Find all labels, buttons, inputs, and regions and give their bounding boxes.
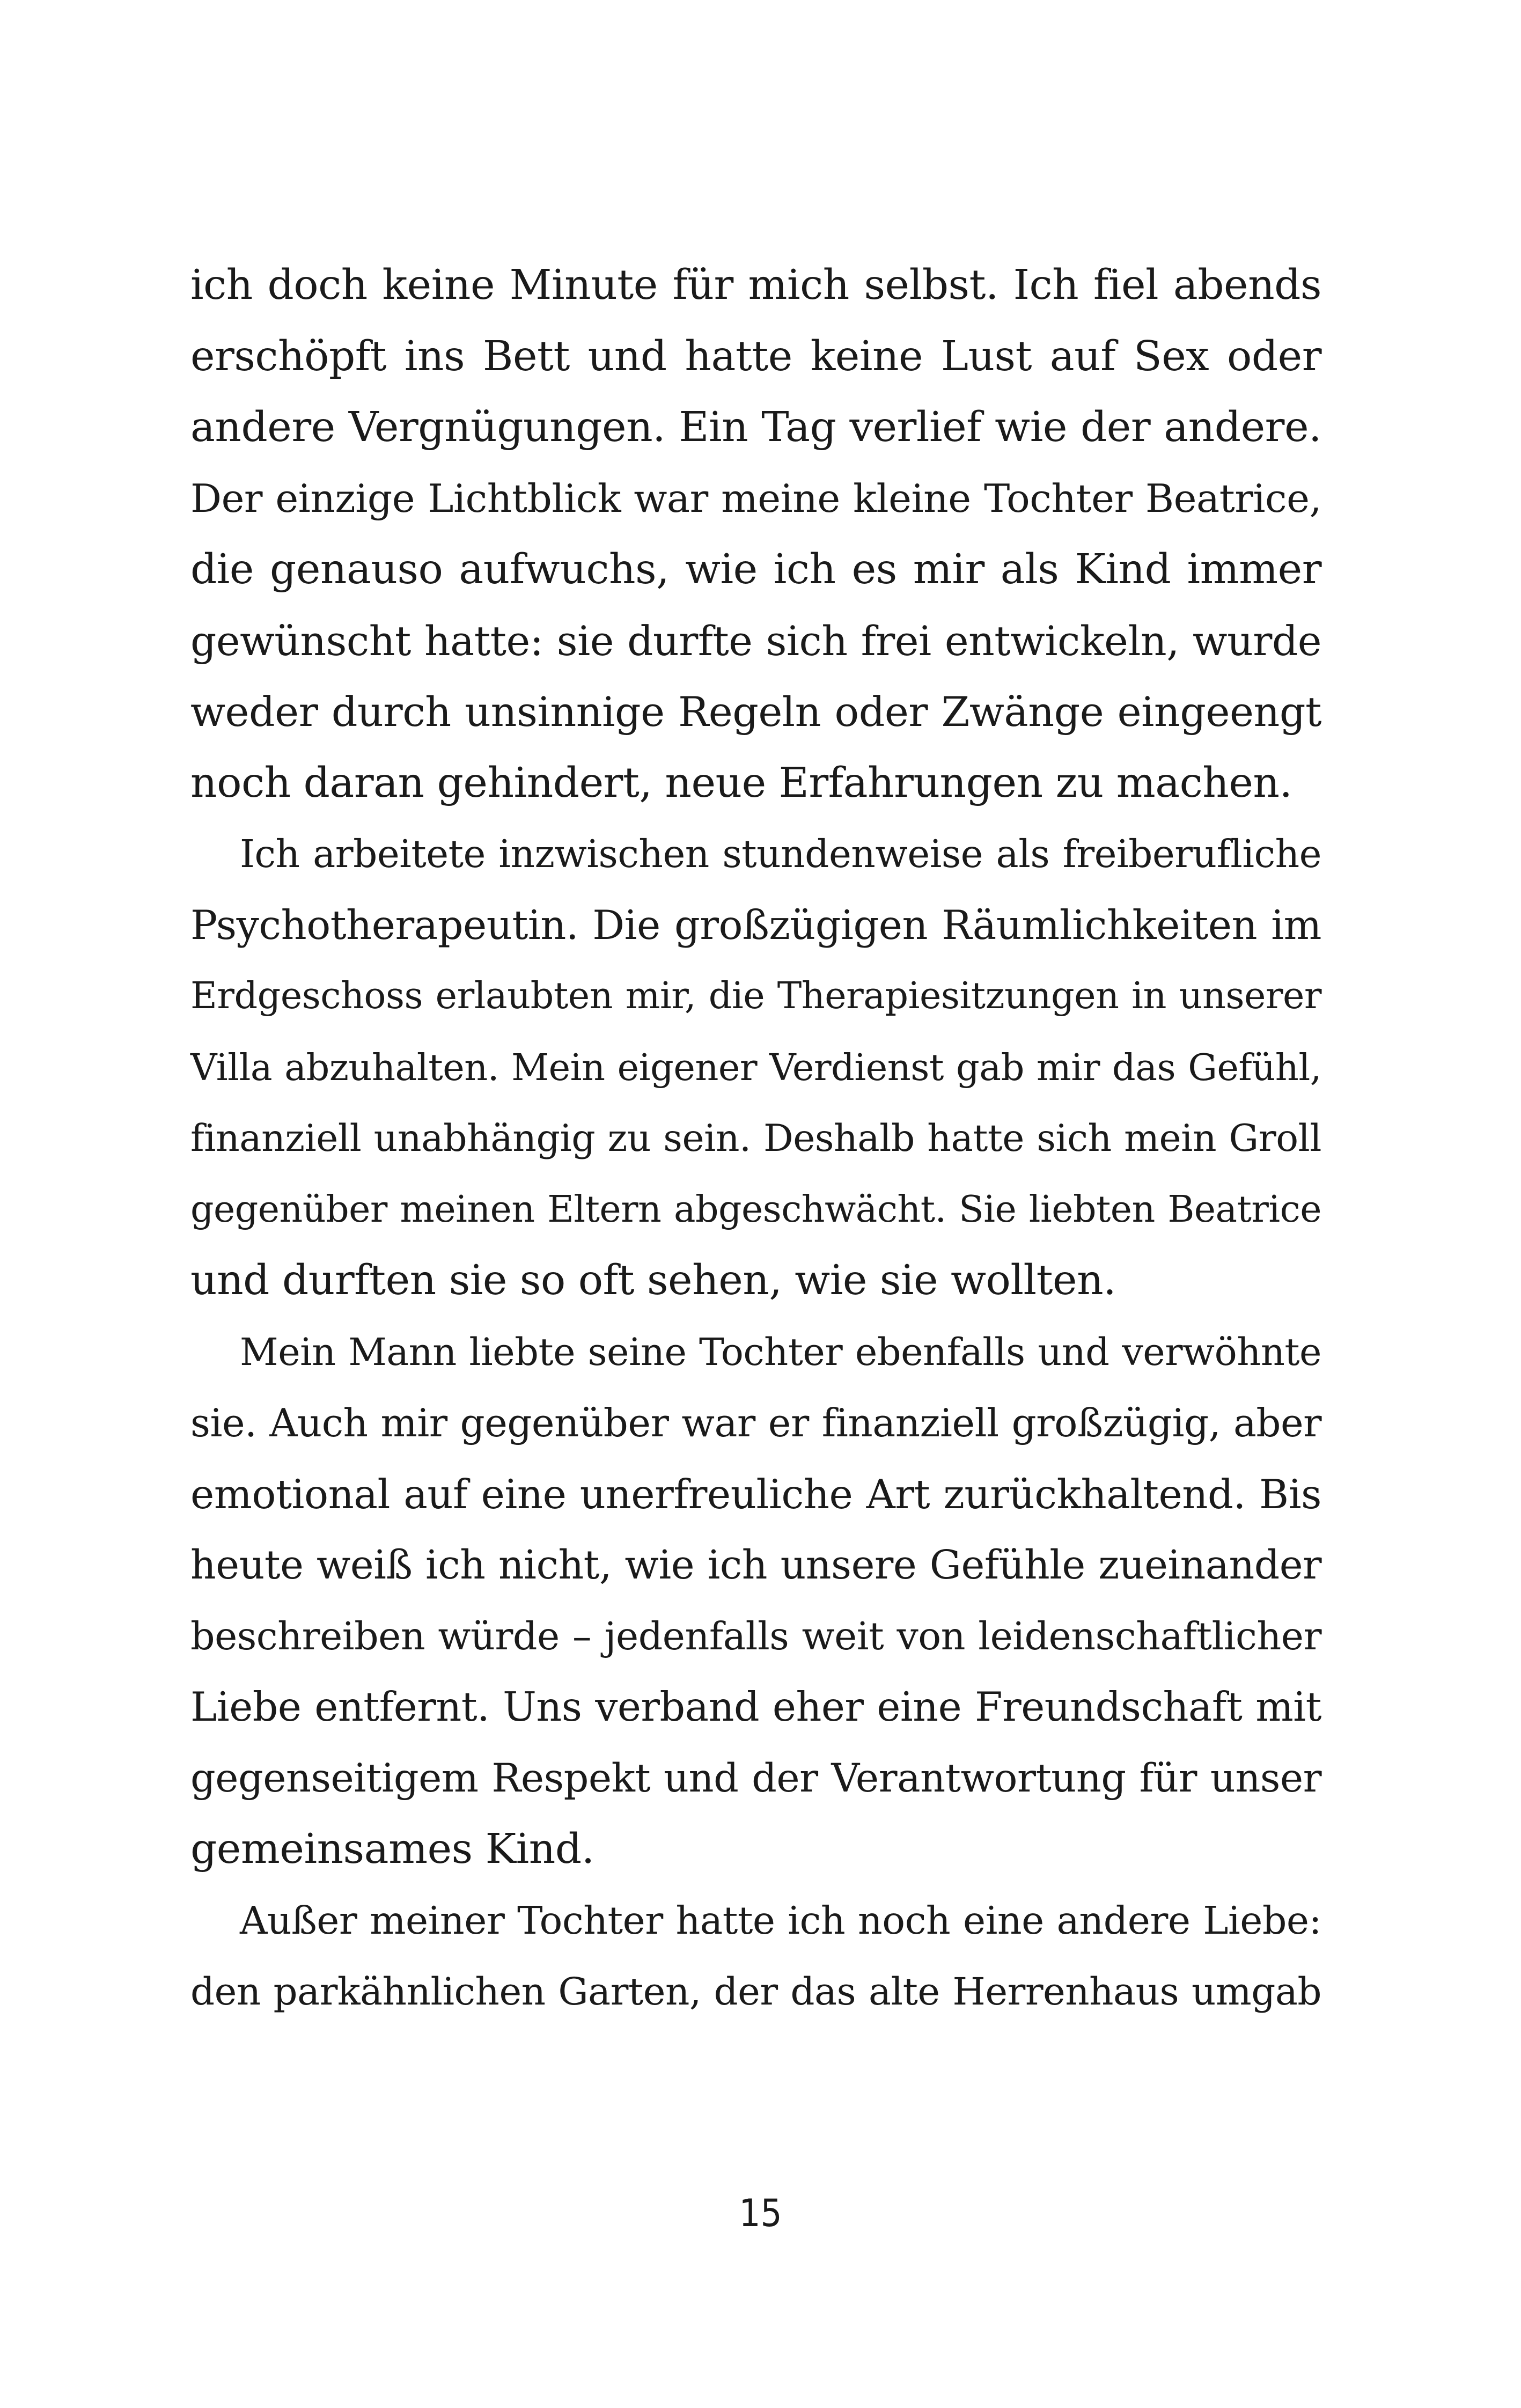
text-line: und durften sie so oft sehen, wie sie wollten. (190, 1257, 1116, 1304)
text-line: die genauso aufwuchs, wie ich es mir als Kind immer (190, 546, 1321, 593)
text-line: Erdgeschoss erlaubten mir, die Therapiesitzungen in unserer (190, 975, 1321, 1017)
text-line: gegenseitigem Respekt und der Verantwortung für unser (190, 1755, 1321, 1801)
text-line: sie. Auch mir gegenüber war er finanziell großzügig, aber (190, 1400, 1321, 1445)
text-line: Psychotherapeutin. Die großzügigen Räumlichkeiten im (190, 901, 1321, 949)
text-line: heute weiß ich nicht, wie ich unsere Gefühle zueinander (190, 1542, 1321, 1588)
paragraph-1 (190, 250, 1321, 819)
text-line: andere Vergnügungen. Ein Tag verlief wie der andere. (190, 403, 1321, 451)
paragraph-4 (190, 1885, 1321, 2028)
text-line: emotional auf eine unerfreuliche Art zurückhaltend. Bis (190, 1470, 1321, 1518)
text-line: finanziell unabhängig zu sein. Deshalb hatte sich mein Groll (190, 1117, 1321, 1160)
text-line: weder durch unsinnige Regeln oder Zwänge eingeengt (190, 688, 1321, 736)
paragraph-2 (190, 819, 1321, 1317)
text-line: Außer meiner Tochter hatte ich noch eine andere Liebe: (240, 1898, 1321, 1943)
text-line: ich doch keine Minute für mich selbst. Ich fiel abends (190, 261, 1321, 309)
text-line: erschöpft ins Bett und hatte keine Lust auf Sex oder (190, 332, 1321, 380)
text-line: Villa abzuhalten. Mein eigener Verdienst gab mir das Gefühl, (190, 1046, 1321, 1089)
text-line: Mein Mann liebte seine Tochter ebenfalls und verwöhnte (240, 1330, 1321, 1374)
text-line: den parkähnlichen Garten, der das alte Herrenhaus umgab (190, 1970, 1321, 2014)
text-line: Ich arbeitete inzwischen stundenweise als freiberufliche (240, 832, 1321, 876)
text-line: Der einzige Lichtblick war meine kleine Tochter Beatrice, (190, 476, 1321, 522)
text-line: gewünscht hatte: sie durfte sich frei entwickeln, wurde (190, 617, 1321, 665)
text-line: noch daran gehindert, neue Erfahrungen zu machen. (190, 759, 1292, 807)
body-text (190, 250, 1321, 2028)
paragraph-3 (190, 1317, 1321, 1885)
text-line: beschreiben würde – jedenfalls weit von leidenschaftlicher (190, 1613, 1321, 1658)
text-line: Liebe entfernt. Uns verband eher eine Freundschaft mit (190, 1684, 1321, 1730)
text-line: gegenüber meinen Eltern abgeschwächt. Sie liebten Beatrice (190, 1188, 1321, 1231)
page-number: 15 (739, 2191, 782, 2235)
text-line: gemeinsames Kind. (190, 1825, 594, 1873)
